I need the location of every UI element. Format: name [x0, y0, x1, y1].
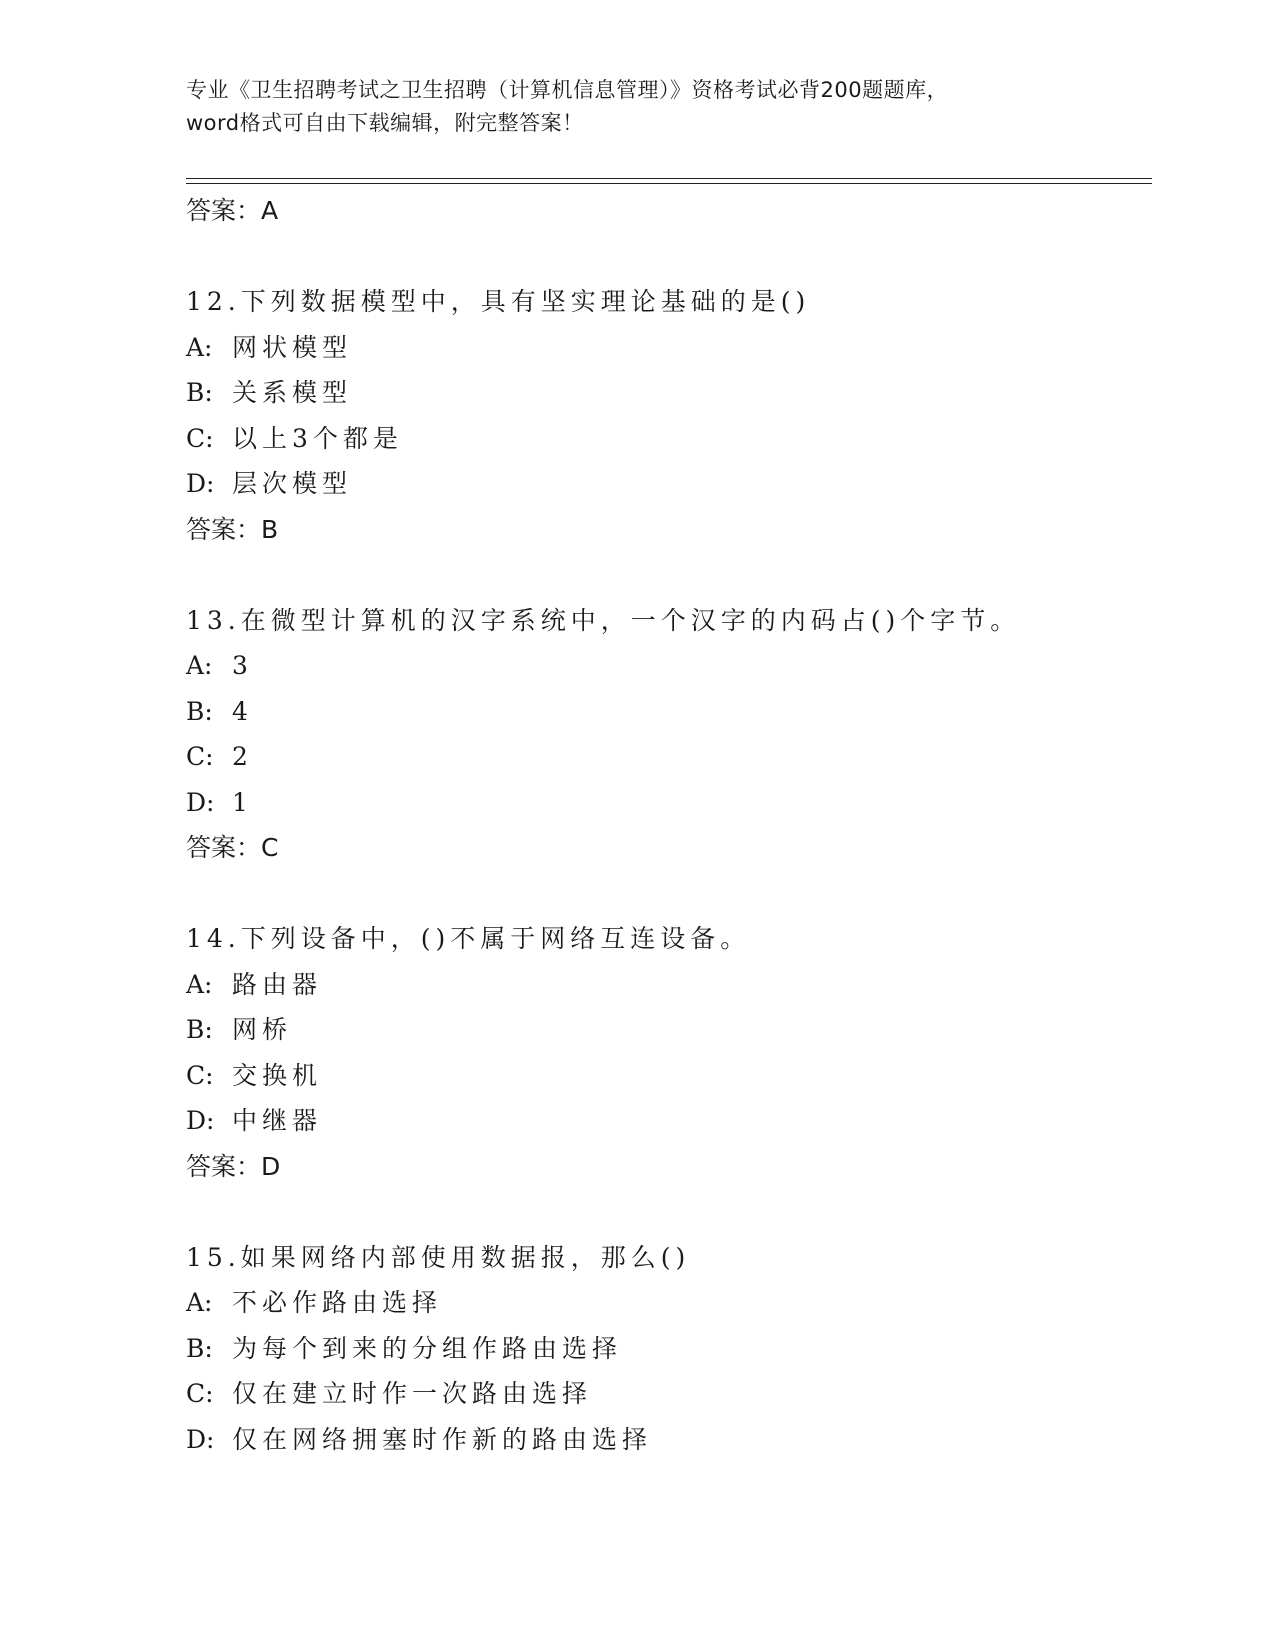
question-block — [186, 598, 1146, 871]
header-line-2: word格式可自由下载编辑，附完整答案！ — [186, 111, 584, 135]
option-key: D: — [186, 1106, 215, 1135]
question-text: 13.在微型计算机的汉字系统中，一个汉字的内码占()个字节。 — [186, 605, 1021, 635]
option-key: C: — [186, 742, 214, 771]
question-block — [186, 1235, 1146, 1463]
option-b — [186, 370, 1146, 416]
option-c — [186, 1371, 1146, 1417]
option-text: 层次模型 — [232, 469, 353, 498]
option-c — [186, 416, 1146, 462]
question-text: 14.下列设备中，()不属于网络互连设备。 — [186, 924, 751, 953]
option-b — [186, 1326, 1146, 1372]
option-key: C: — [186, 1060, 214, 1090]
option-text: 中继器 — [232, 1106, 323, 1135]
spacer — [186, 870, 1146, 916]
option-a — [186, 643, 1146, 689]
question-block — [186, 916, 1146, 1189]
option-text: 仅在网络拥塞时作新的路由选择 — [232, 1424, 653, 1454]
question-text: 15.如果网络内部使用数据报，那么() — [186, 1242, 691, 1272]
option-text: 交换机 — [232, 1060, 323, 1090]
header-line-1: 专业《卫生招聘考试之卫生招聘（计算机信息管理）》资格考试必背200题题库， — [186, 78, 949, 102]
option-key: B: — [186, 1333, 213, 1363]
option-text: 网状模型 — [232, 332, 353, 362]
option-text: 路由器 — [232, 969, 323, 999]
header-divider-bottom — [186, 183, 1152, 184]
option-key: D: — [186, 1424, 215, 1454]
answer-line: 答案：D — [186, 1151, 281, 1181]
option-text: 3 — [232, 651, 253, 680]
document-header — [186, 74, 1106, 140]
option-b — [186, 1007, 1146, 1053]
answer-line: 答案：C — [186, 833, 279, 862]
question-text: 12.下列数据模型中，具有坚实理论基础的是() — [186, 287, 811, 316]
option-b — [186, 689, 1146, 735]
option-text: 关系模型 — [232, 378, 353, 407]
question-block — [186, 279, 1146, 552]
option-key: B: — [186, 696, 213, 726]
option-text: 1 — [232, 787, 253, 817]
option-text: 2 — [232, 742, 253, 771]
option-c — [186, 1053, 1146, 1099]
question-list — [186, 188, 1146, 1462]
option-key: A: — [186, 651, 213, 680]
option-text: 为每个到来的分组作路由选择 — [232, 1333, 623, 1363]
answer-line: 答案：B — [186, 514, 279, 544]
spacer — [186, 233, 1146, 279]
option-key: D: — [186, 787, 215, 817]
option-key: A: — [186, 332, 213, 362]
option-a — [186, 1280, 1146, 1326]
option-key: A: — [186, 1288, 213, 1317]
option-key: C: — [186, 423, 214, 453]
option-d — [186, 780, 1146, 826]
option-d — [186, 1417, 1146, 1463]
option-key: C: — [186, 1379, 214, 1408]
option-a — [186, 962, 1146, 1008]
spacer — [186, 552, 1146, 598]
option-text: 不必作路由选择 — [232, 1288, 443, 1317]
option-text: 仅在建立时作一次路由选择 — [232, 1379, 593, 1408]
option-a — [186, 325, 1146, 371]
spacer — [186, 1189, 1146, 1235]
answer-line: 答案：A — [186, 196, 279, 225]
option-key: B: — [186, 378, 213, 407]
option-d — [186, 461, 1146, 507]
option-c — [186, 734, 1146, 780]
option-d — [186, 1098, 1146, 1144]
option-text: 网桥 — [232, 1015, 293, 1044]
option-key: A: — [186, 969, 213, 999]
option-text: 4 — [232, 696, 253, 726]
header-divider-top — [186, 178, 1152, 179]
option-text: 以上3个都是 — [232, 423, 403, 453]
option-key: D: — [186, 469, 215, 498]
option-key: B: — [186, 1015, 213, 1044]
